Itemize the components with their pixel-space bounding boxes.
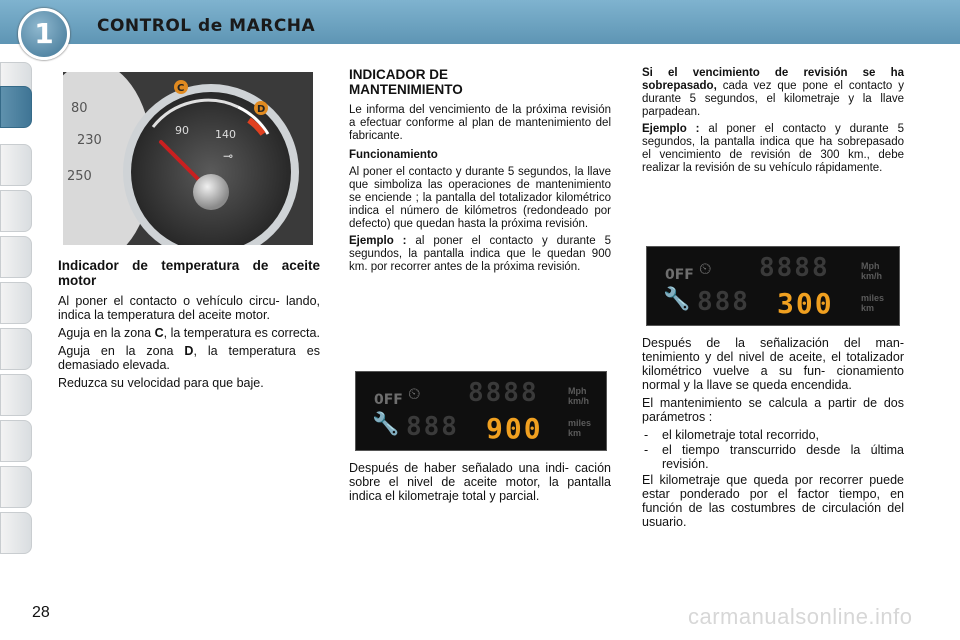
left-column (58, 258, 320, 394)
list-item (642, 428, 904, 442)
bottom-segment-digits: 888 (697, 287, 750, 317)
unit-bottom: miles km (861, 293, 885, 313)
off-indicator: 0FF (374, 392, 403, 408)
list-item-text: el tiempo transcurrido desde la última revisión. (662, 443, 904, 471)
middle-bottom-text (349, 461, 611, 507)
zone-d-text-end: , la temperatura es demasiado elevada. (58, 344, 321, 372)
gauge-illustration (63, 72, 313, 245)
side-tab[interactable] (0, 374, 32, 416)
side-tab-active[interactable] (0, 86, 32, 128)
oil-temp-paragraph (58, 294, 320, 322)
overdue-km-value: 300 (777, 287, 834, 320)
parameters-list (642, 428, 904, 471)
chapter-number: 1 (34, 17, 54, 50)
overdue-text: cada vez que pone el contacto y durante 5 segundos, el kilometraje y la llave parpadean. (642, 80, 904, 118)
wrench-icon: 🔧 (372, 412, 400, 437)
zone-d-letter: D (184, 344, 194, 358)
side-tab[interactable] (0, 466, 32, 508)
example-900-text: al poner el contacto y durante 5 segundos, la pantalla indica que le quedan 900 km. por recorrer antes de la próxima revisión. (349, 235, 611, 273)
oil-temp-icon: ⊸ (223, 149, 234, 163)
side-tab[interactable] (0, 420, 32, 462)
unit-top: Mph km/h (568, 386, 590, 406)
gauge-hub (193, 174, 229, 210)
weighting-paragraph: El kilometraje que queda por recorrer puede estar ponderado por el factor tiempo, en función de las costumbres de circulación del usuario. (642, 473, 904, 529)
side-tab[interactable] (0, 328, 32, 370)
overdue-bold: Si el vencimiento de revisión se ha sobrepasado, (642, 67, 904, 92)
speed-label: 250 (67, 169, 92, 184)
maintenance-intro: Le informa del vencimiento de la próxima revisión a efectuar conforme al plan de mantenimiento del fabricante. (349, 104, 611, 142)
side-tab[interactable] (0, 512, 32, 554)
example-900-paragraph (349, 235, 611, 274)
oil-temp-text: Al poner el contacto o vehículo circu- lando, indica la temperatura del aceite motor. (58, 294, 320, 322)
side-tabs (0, 62, 34, 577)
list-item-text: el kilometraje total recorrido, (662, 428, 820, 442)
speed-label: 80 (71, 101, 88, 116)
side-tab[interactable] (0, 190, 32, 232)
example-300-paragraph (642, 123, 904, 175)
zone-d-paragraph (58, 344, 320, 372)
odometer-display-900 (355, 371, 607, 451)
middle-column (349, 67, 611, 278)
funcionamiento-paragraph: Al poner el contacto y durante 5 segundos, la llave que simboliza las operaciones de mantenimiento se enciende ; la pantalla del totalizador kilométrico indica el número de kilómetros (redondeado por defecto) que quedan hasta la próxima revisión. (349, 166, 611, 230)
after-maintenance-paragraph: Después de la señalización del man- tenimiento y del nivel de aceite, el totalizador kilométrico vuelve a su fun- cionamiento normal y la llave se queda encendida. (642, 336, 904, 392)
overdue-paragraph (642, 67, 904, 119)
speed-label: 230 (77, 133, 102, 148)
gauge-tick-label: 90 (175, 124, 189, 137)
service-icon: ⏲ (699, 259, 712, 278)
chapter-badge (18, 8, 70, 60)
zone-c-text-end: , la temperatura es correcta. (163, 326, 320, 340)
side-tab[interactable] (0, 282, 32, 324)
page-title: CONTROL de MARCHA (97, 16, 316, 36)
off-indicator: 0FF (665, 267, 694, 283)
zone-c-paragraph (58, 326, 320, 340)
service-icon: ⏲ (408, 384, 421, 403)
zone-c-text: Aguja en la zona (58, 326, 155, 340)
right-bottom-text (642, 336, 904, 533)
oil-temp-heading: Indicador de temperatura de aceite motor (58, 258, 320, 288)
side-tab[interactable] (0, 236, 32, 278)
list-dash: - (644, 443, 649, 457)
maintenance-heading: INDICADOR DE MANTENIMIENTO (349, 67, 463, 97)
top-segment-digits: 8888 (468, 378, 539, 408)
remaining-km-value: 900 (486, 412, 543, 445)
gauge-dial (131, 92, 291, 245)
zone-c-label: C (177, 83, 185, 94)
zone-d-text: Aguja en la zona (58, 344, 185, 358)
oil-temperature-gauge-photo (63, 72, 313, 245)
example-300-text: al poner el contacto y durante 5 segundos, la pantalla indica que ha sobrepasado el vencimiento de revisión de 300 km., debe realizar la revisión de su vehículo rápidamente. (642, 123, 904, 174)
watermark: carmanualsonline.info (688, 604, 913, 629)
unit-bottom: miles km (568, 418, 592, 438)
odometer-display-300 (646, 246, 900, 326)
page-number: 28 (32, 604, 50, 621)
gauge-tick-label: 140 (215, 128, 236, 141)
zone-c-letter: C (154, 326, 164, 340)
funcionamiento-subheading: Funcionamiento (349, 149, 438, 161)
after-oil-paragraph: Después de haber señalado una indi- cación sobre el nivel de aceite motor, la pantalla indica el kilometraje total y parcial. (349, 461, 611, 503)
top-segment-digits: 8888 (759, 253, 830, 283)
right-column (642, 67, 904, 179)
bottom-segment-digits: 888 (406, 412, 459, 442)
wrench-icon: 🔧 (663, 287, 691, 312)
zone-d-label: D (257, 104, 266, 115)
reduce-speed-paragraph: Reduzca su velocidad para que baje. (58, 376, 264, 390)
example-label: Ejemplo : (642, 123, 700, 135)
unit-top: Mph km/h (861, 261, 883, 281)
list-dash: - (644, 428, 649, 442)
side-tab[interactable] (0, 144, 32, 186)
parameters-paragraph: El mantenimiento se calcula a partir de dos parámetros : (642, 396, 904, 424)
example-label: Ejemplo : (349, 235, 407, 247)
list-item (642, 443, 904, 471)
